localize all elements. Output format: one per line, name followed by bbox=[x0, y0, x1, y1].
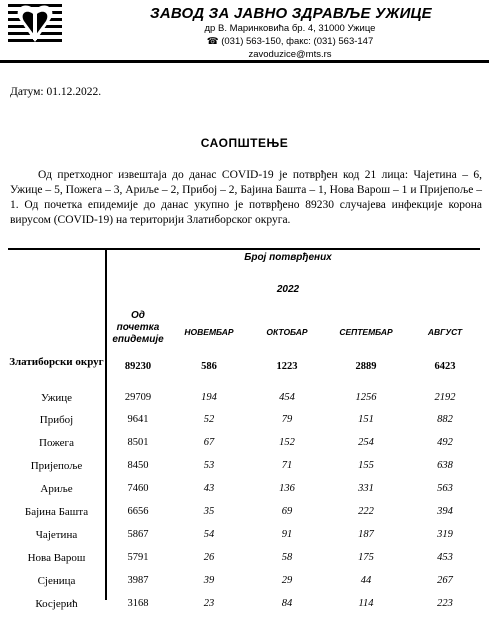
cell-month: 35 bbox=[203, 506, 215, 517]
cell-month: 6423 bbox=[434, 361, 456, 372]
row-municipality: Сјеница bbox=[37, 575, 76, 587]
cell-month: 492 bbox=[437, 437, 453, 448]
row-municipality: Ужице bbox=[40, 392, 73, 404]
table-title: Број потврђених bbox=[244, 252, 332, 263]
table-year: 2022 bbox=[276, 284, 300, 295]
cell-month: 454 bbox=[279, 392, 295, 403]
col-header-august: АВГУСТ bbox=[427, 327, 463, 337]
cell-total: 9641 bbox=[127, 414, 149, 425]
cell-month: 175 bbox=[358, 552, 374, 563]
cell-month: 331 bbox=[358, 483, 374, 494]
cell-month: 152 bbox=[279, 437, 295, 448]
cell-total: 29709 bbox=[124, 392, 152, 403]
cell-month: 71 bbox=[281, 460, 293, 471]
row-municipality: Нова Варош bbox=[27, 552, 86, 564]
cell-month: 29 bbox=[281, 575, 293, 586]
cell-total: 8501 bbox=[127, 437, 149, 448]
cell-month: 222 bbox=[358, 506, 374, 517]
table-row bbox=[8, 526, 484, 548]
cell-month: 79 bbox=[281, 414, 293, 425]
organization-header bbox=[150, 5, 430, 61]
table-row bbox=[8, 434, 484, 456]
col-header-total: Од почетка епидемије bbox=[112, 310, 164, 345]
cell-month: 43 bbox=[203, 483, 215, 494]
table-row bbox=[8, 457, 484, 479]
cell-month: 155 bbox=[358, 460, 374, 471]
cell-month: 54 bbox=[203, 529, 215, 540]
cell-month: 58 bbox=[281, 552, 293, 563]
cell-total: 89230 bbox=[124, 361, 152, 372]
cell-month: 114 bbox=[358, 598, 374, 609]
row-municipality: Прибој bbox=[39, 414, 74, 426]
row-municipality: Пожега bbox=[39, 437, 74, 449]
cell-total: 6656 bbox=[127, 506, 149, 517]
cell-month: 563 bbox=[437, 483, 453, 494]
table-row bbox=[8, 503, 484, 525]
col-header-november: НОВЕМБАР bbox=[184, 327, 234, 337]
cell-month: 223 bbox=[437, 598, 453, 609]
cell-month: 136 bbox=[279, 483, 295, 494]
row-municipality: Пријепоље bbox=[30, 460, 83, 472]
cell-month: 187 bbox=[358, 529, 374, 540]
row-municipality: Чајетина bbox=[35, 529, 78, 541]
org-email: zavoduzice@mts.rs bbox=[248, 49, 332, 60]
row-municipality: Бајина Башта bbox=[24, 506, 89, 518]
cell-month: 638 bbox=[437, 460, 453, 471]
cell-month: 2889 bbox=[355, 361, 377, 372]
cell-month: 67 bbox=[203, 437, 215, 448]
col-header-september: СЕПТЕМБАР bbox=[339, 327, 393, 337]
table-row bbox=[8, 358, 484, 380]
cell-month: 53 bbox=[203, 460, 215, 471]
cell-month: 151 bbox=[358, 414, 374, 425]
org-phone: ☎ (031) 563-150, факс: (031) 563-147 bbox=[206, 36, 374, 47]
cell-month: 1256 bbox=[355, 392, 377, 403]
announcement-paragraph: Од претходног извештаја до данас COVID-19 је потврђен код 21 лица: Чајетина – 6, Ужице – 5, Пожега – 3, Ариље – 2, Прибој – 2, Бајина Башта – 1, Нова Варош – 1 и Пријепоље – 1. Од почетка епидемије до данас укупно је потврђено 89230 случајева инфекције корона вирусом (COVID-19) на територији Златиборског округа. bbox=[10, 169, 482, 226]
cell-total: 5791 bbox=[127, 552, 149, 563]
institute-logo bbox=[6, 2, 64, 48]
table-top-border bbox=[8, 248, 480, 250]
org-address: др В. Маринковића бр. 4, 31000 Ужице bbox=[204, 23, 376, 34]
table-row bbox=[8, 480, 484, 502]
cell-month: 586 bbox=[201, 361, 217, 372]
org-name: ЗАВОД ЗА ЈАВНО ЗДРАВЉЕ УЖИЦЕ bbox=[150, 5, 432, 22]
header-divider bbox=[0, 60, 489, 63]
row-municipality: Косјерић bbox=[35, 598, 78, 610]
table-row bbox=[8, 572, 484, 594]
cell-month: 2192 bbox=[434, 392, 456, 403]
cell-month: 26 bbox=[203, 552, 215, 563]
cell-total: 7460 bbox=[127, 483, 149, 494]
cell-month: 39 bbox=[203, 575, 215, 586]
cell-month: 319 bbox=[437, 529, 453, 540]
cell-total: 3987 bbox=[127, 575, 149, 586]
cell-month: 52 bbox=[203, 414, 215, 425]
cell-month: 194 bbox=[201, 392, 217, 403]
col-header-october: ОКТОБАР bbox=[266, 327, 308, 337]
cell-total: 3168 bbox=[127, 598, 149, 609]
cell-total: 5867 bbox=[127, 529, 149, 540]
document-heading: САОПШТЕЊЕ bbox=[200, 136, 289, 150]
cell-month: 254 bbox=[358, 437, 374, 448]
cell-month: 453 bbox=[437, 552, 453, 563]
cell-month: 267 bbox=[437, 575, 453, 586]
table-row bbox=[8, 411, 484, 433]
document-date: Датум: 01.12.2022. bbox=[10, 86, 102, 98]
table-row bbox=[8, 389, 484, 411]
row-municipality: Ариље bbox=[40, 483, 73, 495]
cell-month: 394 bbox=[437, 506, 453, 517]
cell-month: 69 bbox=[281, 506, 293, 517]
cell-month: 91 bbox=[281, 529, 293, 540]
cell-month: 44 bbox=[360, 575, 372, 586]
table-row bbox=[8, 549, 484, 571]
table-row bbox=[8, 595, 484, 617]
cell-month: 1223 bbox=[276, 361, 298, 372]
cell-month: 23 bbox=[203, 598, 215, 609]
cell-month: 882 bbox=[437, 414, 453, 425]
cell-month: 84 bbox=[281, 598, 293, 609]
row-municipality: Златиборски округ bbox=[9, 356, 104, 368]
cases-table bbox=[8, 248, 484, 610]
cell-total: 8450 bbox=[127, 460, 149, 471]
